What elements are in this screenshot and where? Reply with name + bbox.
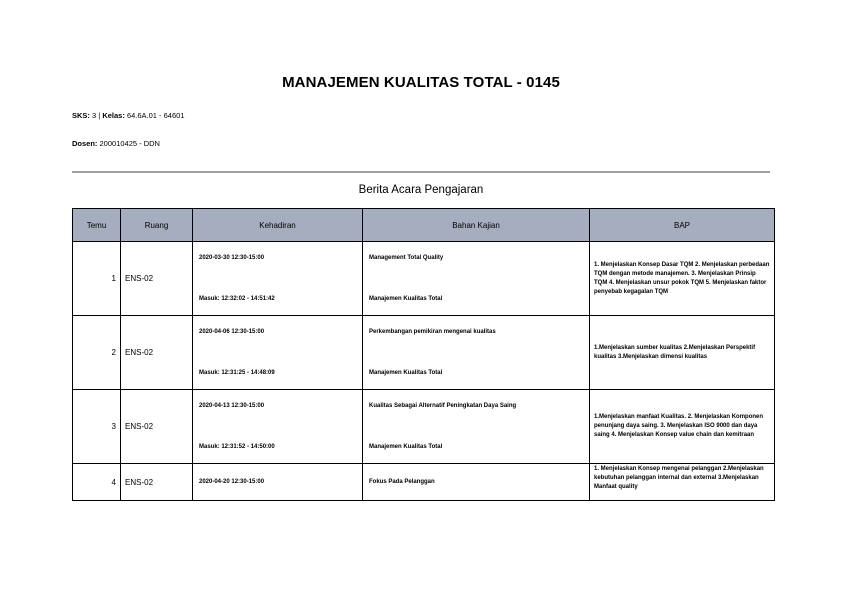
lecturer-info: [72, 139, 160, 148]
course-info: [72, 111, 184, 120]
ruang-cell: ENS-02: [121, 390, 193, 464]
kelas-value: 64.6A.01 - 64601: [126, 111, 185, 120]
table-header-row: [73, 209, 775, 242]
bahan-kajian-cell: [363, 464, 590, 501]
attendance-time: Masuk: 12:31:25 - 14:48:09: [199, 370, 275, 376]
table-row: [73, 464, 775, 501]
ruang-cell: ENS-02: [121, 464, 193, 501]
kehadiran-cell: [193, 316, 363, 390]
topic: Fokus Pada Pelanggan: [369, 479, 435, 485]
ruang-cell: ENS-02: [121, 316, 193, 390]
schedule-time: 2020-04-06 12:30-15:00: [199, 329, 265, 335]
topic: Management Total Quality: [369, 255, 444, 261]
divider: [72, 171, 770, 173]
bahan-kajian-cell: [363, 242, 590, 316]
attendance-time: Masuk: 12:32:02 - 14:51:42: [199, 296, 275, 302]
dosen-value: 200010425 - DDN: [99, 139, 160, 148]
temu-cell: 2: [73, 316, 121, 390]
course-name: Manajemen Kualitas Total: [369, 444, 443, 450]
bap-cell: 1.Menjelaskan sumber kualitas 2.Menjelaskan Perspektif kualitas 3.Menjelaskan dimensi kualitas: [590, 316, 775, 390]
schedule-time: 2020-04-20 12:30-15:00: [199, 479, 265, 485]
kelas-label: Kelas:: [102, 111, 125, 120]
kehadiran-cell: [193, 390, 363, 464]
ruang-cell: ENS-02: [121, 242, 193, 316]
bap-cell: 1. Menjelaskan Konsep mengenai pelanggan 2.Menjelaskan kebutuhan pelanggan internal dan external 3.Menjelaskan Manfaat quality: [590, 464, 775, 501]
bahan-kajian-cell: [363, 316, 590, 390]
section-title: Berita Acara Pengajaran: [358, 184, 484, 196]
course-name: Manajemen Kualitas Total: [369, 370, 443, 376]
sks-label: SKS:: [72, 111, 90, 120]
course-name: Manajemen Kualitas Total: [369, 296, 443, 302]
bap-table: [72, 208, 775, 501]
attendance-time: Masuk: 12:31:52 - 14:50:00: [199, 444, 275, 450]
schedule-time: 2020-04-13 12:30-15:00: [199, 403, 265, 409]
temu-cell: 3: [73, 390, 121, 464]
schedule-time: 2020-03-30 12:30-15:00: [199, 255, 265, 261]
bahan-kajian-cell: [363, 390, 590, 464]
temu-cell: 4: [73, 464, 121, 501]
header-bap: BAP: [590, 209, 775, 242]
table-row: [73, 316, 775, 390]
kehadiran-cell: [193, 242, 363, 316]
topic: Kualitas Sebagai Alternatif Peningkatan Daya Saing: [369, 403, 517, 409]
header-temu: Temu: [73, 209, 121, 242]
bap-cell: 1. Menjelaskan Konsep Dasar TQM 2. Menjelaskan perbedaan TQM dengan metode manajemen. 3. Menjelaskan Prinsip TQM 4. Menjelaskan unsur pokok TQM 5. Menjelaskan faktor penyebab kegagalan TQM: [590, 242, 775, 316]
page-title: MANAJEMEN KUALITAS TOTAL - 0145: [282, 74, 560, 91]
header-kehadiran: Kehadiran: [193, 209, 363, 242]
dosen-label: Dosen:: [72, 139, 98, 148]
header-bahan-kajian: Bahan Kajian: [363, 209, 590, 242]
temu-cell: 1: [73, 242, 121, 316]
bap-cell: 1.Menjelaskan manfaat Kualitas. 2. Menjelaskan Komponen penunjang daya saing. 3. Menjelaskan ISO 9000 dan daya saing 4. Menjelaskan Konsep value chain dan kemitraan: [590, 390, 775, 464]
kehadiran-cell: [193, 464, 363, 501]
topic: Perkembangan pemikiran mengenai kualitas: [369, 329, 496, 335]
separator: |: [98, 111, 101, 120]
header-ruang: Ruang: [121, 209, 193, 242]
sks-value: 3: [92, 111, 97, 120]
table-row: [73, 390, 775, 464]
table-row: [73, 242, 775, 316]
